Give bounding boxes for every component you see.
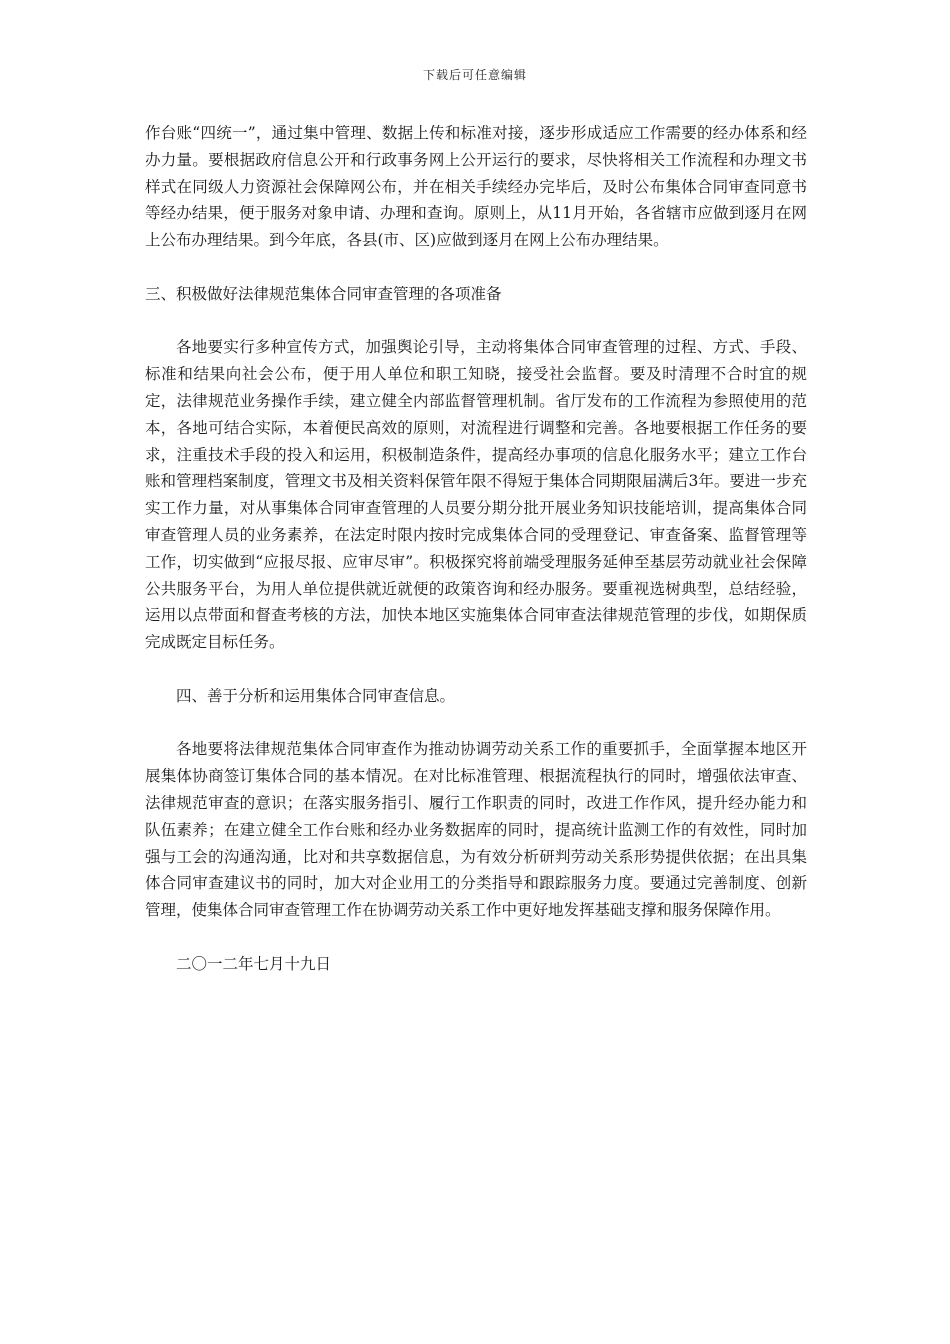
paragraph-3: 各地要将法律规范集体合同审查作为推动协调劳动关系工作的重要抓手，全面掌握本地区开展集体协商签订集体合同的基本情况。在对比标准管理、根据流程执行的同时，增强依法审查、法律规范审查的意识；在落实服务指引、履行工作职责的同时，改进工作作风，提升经办能力和队伍素养；在建立健全工作台账和经办业务数据库的同时，提高统计监测工作的有效性，同时加强与工会的沟通沟通，比对和共享数据信息，为有效分析研判劳动关系形势提供依据；在出具集体合同审查建议书的同时，加大对企业用工的分类指导和跟踪服务力度。要通过完善制度、创新管理，使集体合同审查管理工作在协调劳动关系工作中更好地发挥基础支撑和服务保障作用。 <box>145 740 807 920</box>
spacer <box>145 710 807 737</box>
spacer <box>145 924 807 951</box>
paragraph-1: 作台账“四统一”，通过集中管理、数据上传和标准对接，逐步形成适应工作需要的经办体系和经办力量。要根据政府信息公开和行政事务网上公开运行的要求，尽快将相关工作流程和办理文书样式在同级人力资源社会保障网公布，并在相关手续经办完毕后，及时公布集体合同审查同意书等经办结果，便于服务对象申请、办理和查询。原则上，从11月开始，各省辖市应做到逐月在网上公布办理结果。到今年底，各县(市、区)应做到逐月在网上公布办理结果。 <box>145 124 807 250</box>
document-date: 二〇一二年七月十九日 <box>176 954 332 973</box>
spacer <box>145 254 807 281</box>
spacer <box>145 656 807 683</box>
page-header: 下载后可任意编辑 <box>422 68 527 82</box>
section-heading-4: 四、善于分析和运用集体合同审查信息。 <box>176 686 456 705</box>
document-body <box>145 120 807 978</box>
section-heading-3: 三、积极做好法律规范集体合同审查管理的各项准备 <box>145 284 502 303</box>
spacer <box>145 308 807 335</box>
paragraph-2: 各地要实行多种宣传方式，加强舆论引导，主动将集体合同审查管理的过程、方式、手段、标准和结果向社会公布，便于用人单位和职工知晓，接受社会监督。要及时清理不合时宜的规定，法律规范业务操作手续，建立健全内部监督管理机制。省厅发布的工作流程为参照使用的范本，各地可结合实际，本着便民高效的原则，对流程进行调整和完善。各地要根据工作任务的要求，注重技术手段的投入和运用，积极制造条件，提高经办事项的信息化服务水平；建立工作台账和管理档案制度，管理文书及相关资料保管年限不得短于集体合同期限届满后3年。要进一步充实工作力量，对从事集体合同审查管理的人员要分期分批开展业务知识技能培训，提高集体合同审查管理人员的业务素养，在法定时限内按时完成集体合同的受理登记、审查备案、监督管理等工作，切实做到“应报尽报、应审尽审”。积极探究将前端受理服务延伸至基层劳动就业社会保障公共服务平台，为用人单位提供就近就便的政策咨询和经办服务。要重视选树典型，总结经验，运用以点带面和督查考核的方法，加快本地区实施集体合同审查法律规范管理的步伐，如期保质完成既定目标任务。 <box>145 338 807 652</box>
